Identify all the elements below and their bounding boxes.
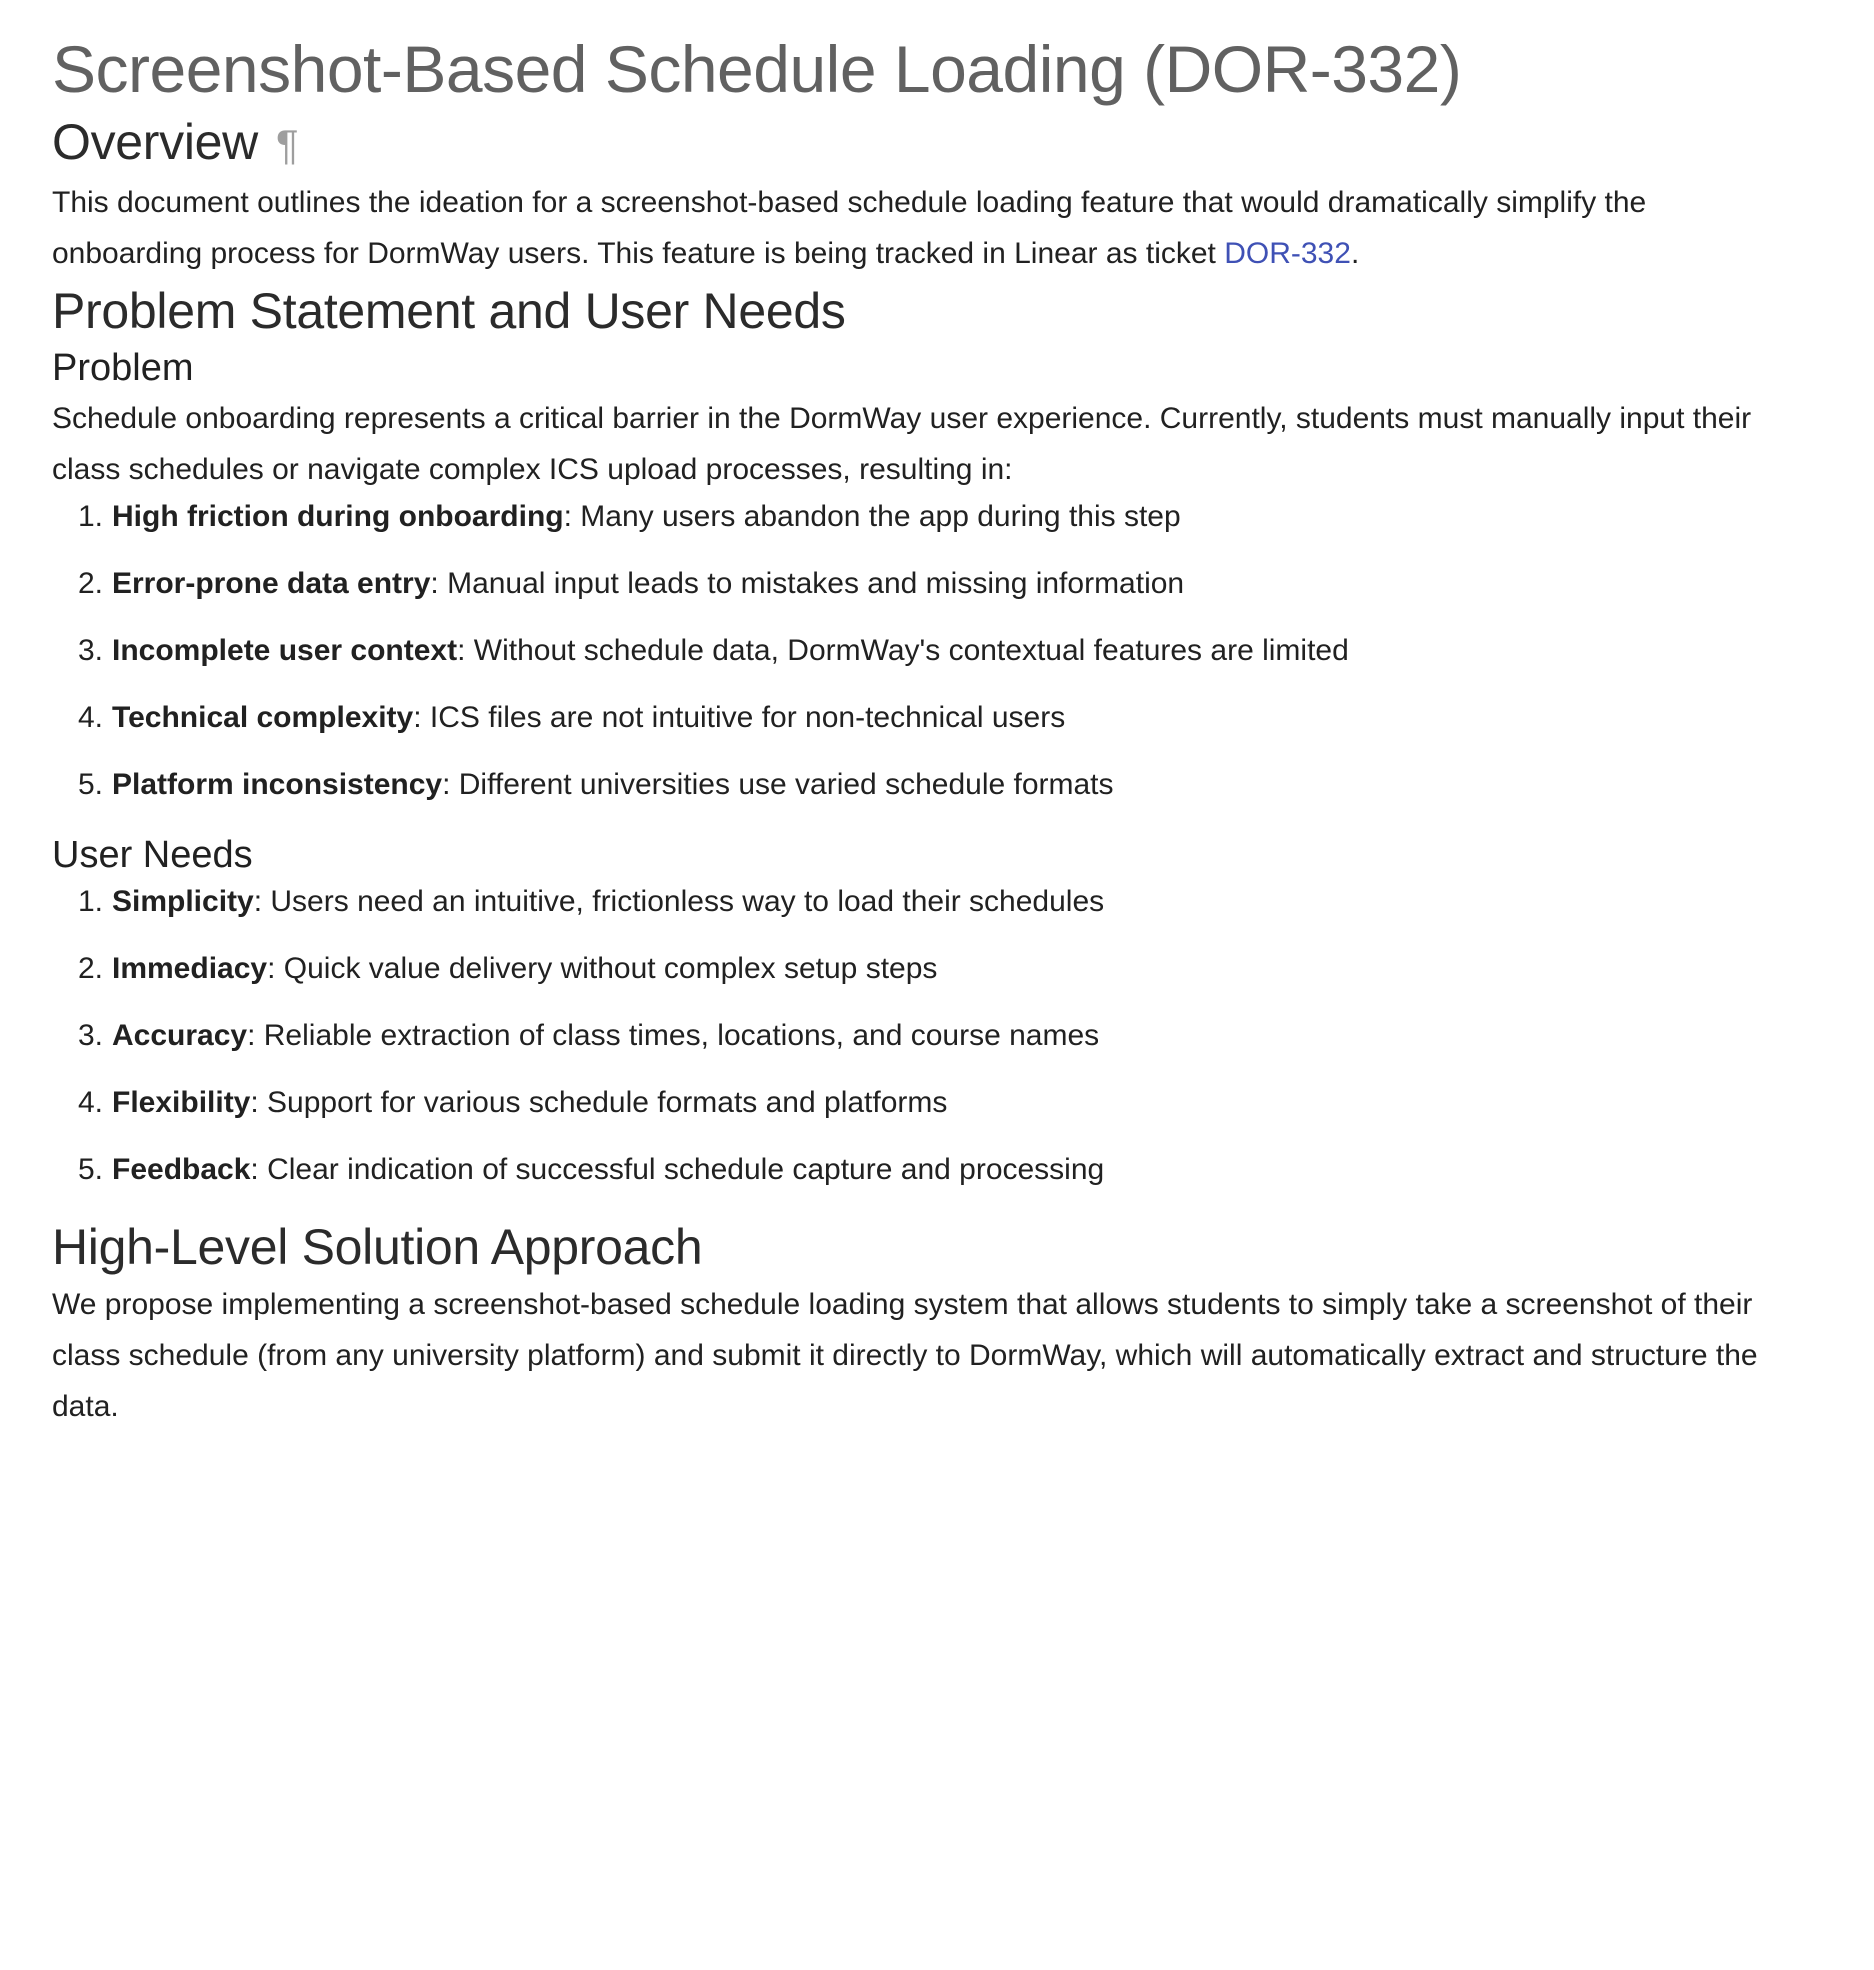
problem-list <box>52 495 1792 830</box>
problem-paragraph: Schedule onboarding represents a critical barrier in the DormWay user experience. Currently, students must manually input their class schedules or navigate complex ICS upload processes, resulting in: <box>52 402 1752 486</box>
list-term: Error-prone data entry <box>112 567 431 600</box>
list-desc: : Clear indication of successful schedule capture and processing <box>250 1153 1105 1186</box>
list-number: 5. <box>78 1153 104 1186</box>
list-item <box>52 562 1792 629</box>
list-number: 3. <box>78 634 104 667</box>
list-item <box>52 696 1792 763</box>
page-title: Screenshot-Based Schedule Loading (DOR-332) <box>52 32 1462 106</box>
ticket-link[interactable]: DOR-332 <box>1224 237 1351 270</box>
list-item <box>52 763 1792 830</box>
list-number: 3. <box>78 1019 104 1052</box>
solution-paragraph: We propose implementing a screenshot-based schedule loading system that allows students to simply take a screenshot of their class schedule (from any university platform) and submit it directly to DormWay, which will automatically extract and structure the data. <box>52 1288 1758 1423</box>
list-item <box>52 629 1792 696</box>
list-item <box>52 1014 1792 1081</box>
list-number: 2. <box>78 952 104 985</box>
pilcrow-anchor-icon[interactable]: ¶ <box>275 121 299 168</box>
list-desc: : Many users abandon the app during this step <box>563 500 1181 533</box>
document-content <box>52 0 1792 1432</box>
list-desc: : ICS files are not intuitive for non-technical users <box>413 701 1066 734</box>
list-desc: : Reliable extraction of class times, locations, and course names <box>247 1019 1100 1052</box>
user-needs-list <box>52 880 1792 1215</box>
list-desc: : Users need an intuitive, frictionless way to load their schedules <box>253 885 1105 918</box>
list-term: Simplicity <box>112 885 254 918</box>
problem-heading: Problem <box>52 347 194 389</box>
list-desc: : Without schedule data, DormWay's contextual features are limited <box>457 634 1349 667</box>
list-item <box>52 947 1792 1014</box>
solution-heading: High-Level Solution Approach <box>52 1219 703 1275</box>
list-term: High friction during onboarding <box>112 500 564 533</box>
list-item <box>52 880 1792 947</box>
user-needs-heading: User Needs <box>52 834 253 876</box>
list-term: Technical complexity <box>112 701 414 734</box>
list-number: 2. <box>78 567 104 600</box>
list-desc: : Support for various schedule formats and platforms <box>250 1086 948 1119</box>
list-item <box>52 495 1792 562</box>
overview-heading-text: Overview <box>52 114 258 170</box>
list-item <box>52 1081 1792 1148</box>
list-number: 1. <box>78 885 104 918</box>
list-term: Platform inconsistency <box>112 768 443 801</box>
list-number: 1. <box>78 500 104 533</box>
overview-heading <box>52 110 1792 177</box>
overview-text-end: . <box>1350 237 1360 270</box>
list-term: Immediacy <box>112 952 268 985</box>
list-desc: : Quick value delivery without complex setup steps <box>267 952 938 985</box>
list-number: 5. <box>78 768 104 801</box>
overview-paragraph <box>52 177 1792 279</box>
list-item <box>52 1148 1792 1215</box>
problem-statement-heading: Problem Statement and User Needs <box>52 283 846 339</box>
list-term: Accuracy <box>112 1019 248 1052</box>
list-number: 4. <box>78 701 104 734</box>
list-number: 4. <box>78 1086 104 1119</box>
list-term: Feedback <box>112 1153 251 1186</box>
list-term: Incomplete user context <box>112 634 458 667</box>
list-desc: : Different universities use varied schedule formats <box>442 768 1114 801</box>
list-desc: : Manual input leads to mistakes and missing information <box>430 567 1185 600</box>
list-term: Flexibility <box>112 1086 251 1119</box>
overview-text: This document outlines the ideation for a screenshot-based schedule loading feature that would dramatically simplify the onboarding process for DormWay users. This feature is being tracked in Linear as ticket <box>52 186 1647 270</box>
